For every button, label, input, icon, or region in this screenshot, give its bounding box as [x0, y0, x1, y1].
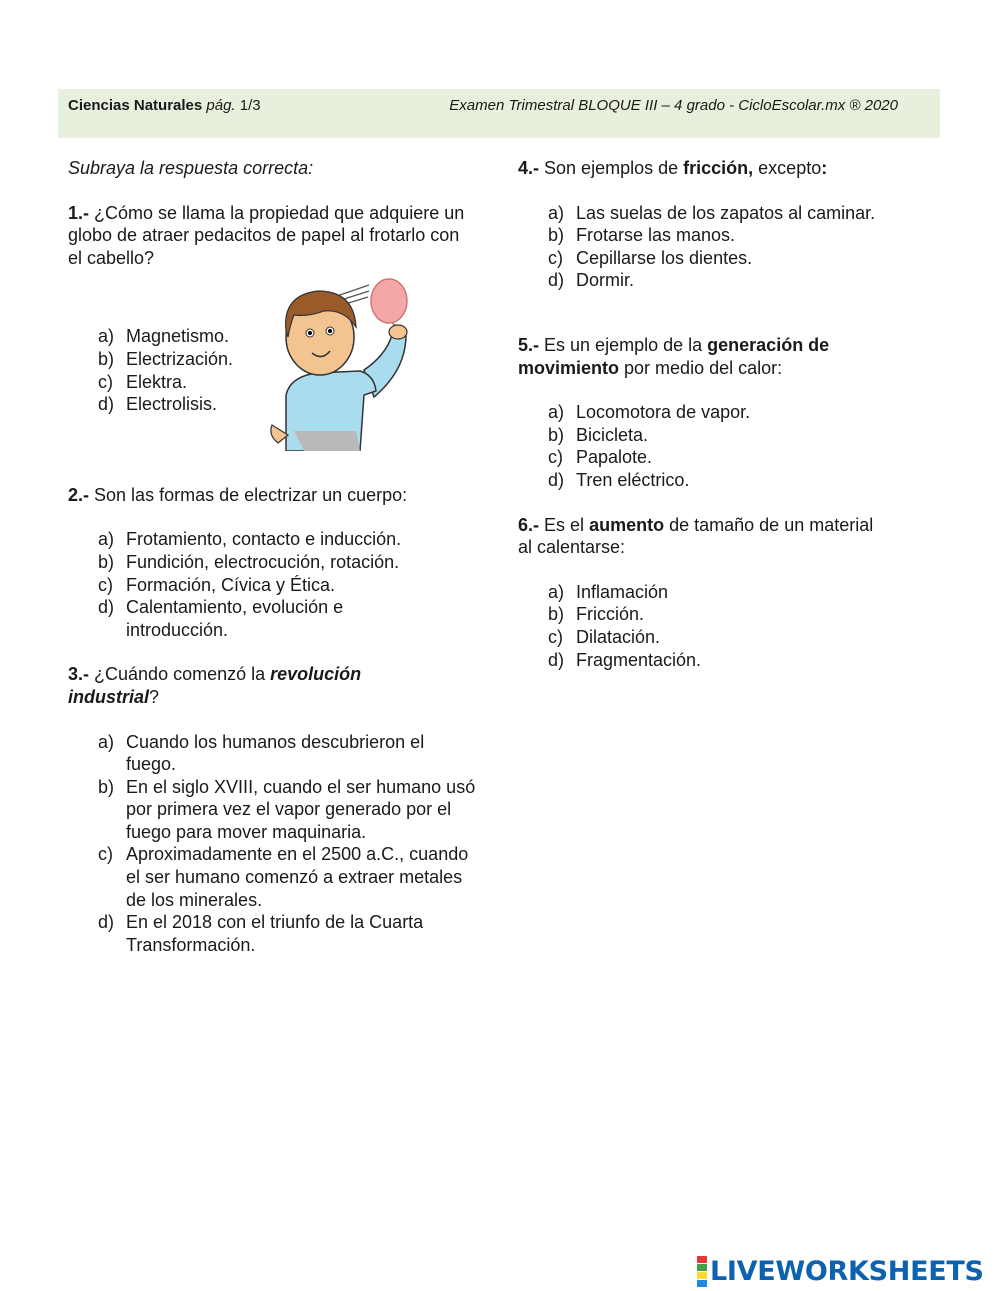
- option-6a[interactable]: a) Inflamación: [548, 581, 669, 602]
- option-5a[interactable]: a) Locomotora de vapor.: [548, 402, 751, 423]
- option-2c[interactable]: c) Formación, Cívica y Ética.: [98, 574, 336, 595]
- option-6c[interactable]: c) Dilatación.: [548, 626, 661, 647]
- question-5: 5.- Es un ejemplo de la generación de movimiento por medio del calor:: [518, 334, 830, 378]
- option-3a[interactable]: a) Cuando los humanos descubrieron el fuego.: [98, 731, 425, 775]
- option-2a[interactable]: a) Frotamiento, contacto e inducción.: [98, 529, 402, 550]
- option-1b[interactable]: b) Electrización.: [98, 348, 234, 369]
- options-2: [68, 528, 478, 641]
- options-6: [518, 581, 888, 671]
- question-6: 6.- Es el aumento de tamaño de un material al calentarse:: [518, 514, 874, 558]
- option-6b[interactable]: b) Fricción.: [548, 604, 645, 625]
- logo-blocks-icon: [697, 1255, 707, 1287]
- option-2d[interactable]: d) Calentamiento, evolución e introducción.: [98, 597, 344, 640]
- logo-text: LIVEWORKSHEETS: [710, 1255, 984, 1287]
- instruction: Subraya la respuesta correcta:: [68, 158, 314, 178]
- header-exam-title: Examen Trimestral BLOQUE III – 4 grado - CicloEscolar.mx ® 2020: [449, 97, 898, 114]
- balloon-icon: [371, 279, 407, 333]
- option-5d[interactable]: d) Tren eléctrico.: [548, 469, 690, 490]
- boy-with-balloon-illustration: [264, 275, 450, 451]
- question-4: 4.- Son ejemplos de fricción, excepto:: [518, 158, 828, 178]
- option-4a[interactable]: a) Las suelas de los zapatos al caminar.: [548, 202, 876, 223]
- question-3: 3.- ¿Cuándo comenzó la revolución industrial?: [68, 664, 362, 707]
- option-4c[interactable]: c) Cepillarse los dientes.: [548, 247, 753, 268]
- option-5c[interactable]: c) Papalote.: [548, 447, 653, 468]
- question-2: 2.- Son las formas de electrizar un cuerpo:: [68, 484, 408, 505]
- options-5: [518, 401, 888, 491]
- option-3d[interactable]: d) En el 2018 con el triunfo de la Cuarta Transformación.: [98, 912, 424, 955]
- boy-face-icon: [286, 291, 356, 375]
- option-4b[interactable]: b) Frotarse las manos.: [548, 225, 736, 246]
- liveworksheets-logo: [697, 1256, 984, 1286]
- option-6d[interactable]: d) Fragmentación.: [548, 649, 702, 670]
- option-1a[interactable]: a) Magnetismo.: [98, 326, 230, 347]
- option-3c[interactable]: c) Aproximadamente en el 2500 a.C., cuando el ser humano comenzó a extraer metales de los minerales.: [98, 844, 469, 910]
- header-subject: Ciencias Naturales pág. 1/3: [68, 97, 261, 114]
- option-2b[interactable]: b) Fundición, electrocución, rotación.: [98, 551, 400, 572]
- options-3: [68, 731, 478, 957]
- option-4d[interactable]: d) Dormir.: [548, 270, 634, 291]
- options-4: [518, 202, 888, 292]
- option-5b[interactable]: b) Bicicleta.: [548, 424, 649, 445]
- right-column: [518, 157, 888, 693]
- page-header: [58, 89, 940, 138]
- option-1d[interactable]: d) Electrolisis.: [98, 394, 218, 415]
- option-3b[interactable]: b) En el siglo XVIII, cuando el ser humano usó por primera vez el vapor generado por el fuego para mover maquinaria.: [98, 776, 476, 842]
- option-1c[interactable]: c) Elektra.: [98, 371, 188, 392]
- question-1: 1.- ¿Cómo se llama la propiedad que adquiere un globo de atraer pedacitos de papel al frotarlo con el cabello?: [68, 202, 465, 268]
